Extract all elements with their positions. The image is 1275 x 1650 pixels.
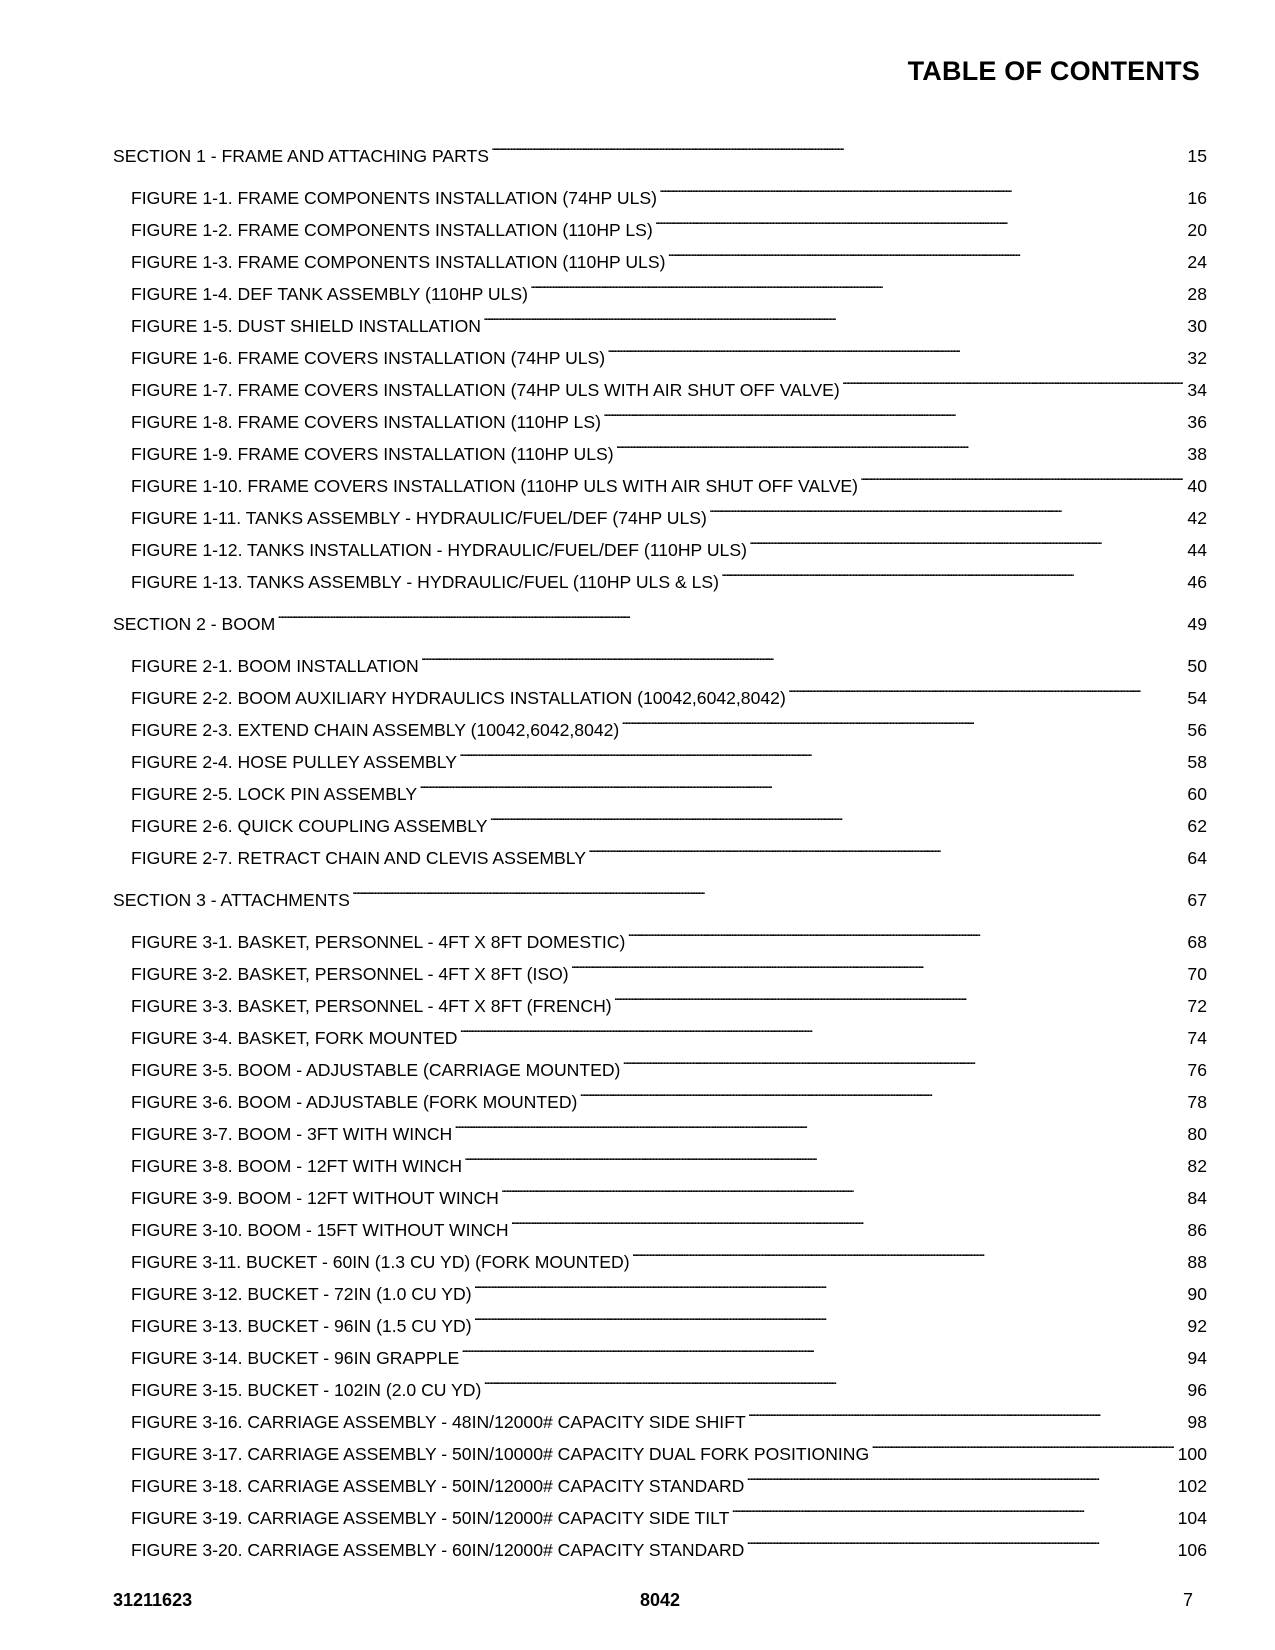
dot-leader (871, 1428, 1173, 1460)
dot-leader (655, 204, 1184, 236)
entry-page-number: 56 (1187, 720, 1207, 740)
dot-leader (607, 332, 1183, 364)
entry-page-number: 62 (1187, 816, 1207, 836)
dot-leader (748, 1396, 1184, 1428)
entry-page-number: 20 (1187, 220, 1207, 240)
entry-title: FIGURE 3-13. BUCKET - 96IN (1.5 CU YD) (131, 1316, 472, 1336)
entry-page-number: 46 (1187, 572, 1207, 592)
dot-leader (659, 172, 1183, 204)
entry-page-number: 72 (1187, 996, 1207, 1016)
dot-leader (490, 800, 1184, 832)
entry-title: FIGURE 2-4. HOSE PULLEY ASSEMBLY (131, 752, 457, 772)
entry-title: FIGURE 3-5. BOOM - ADJUSTABLE (CARRIAGE MOUNTED) (131, 1060, 621, 1080)
entry-page-number: 92 (1187, 1316, 1207, 1336)
dot-leader (721, 556, 1183, 588)
dot-leader (461, 1332, 1183, 1364)
entry-page-number: 102 (1177, 1476, 1207, 1496)
dot-leader (603, 396, 1183, 428)
dot-leader (419, 768, 1183, 800)
entry-title: FIGURE 3-1. BASKET, PERSONNEL - 4FT X 8FT DOMESTIC) (131, 932, 626, 952)
entry-page-number: 76 (1187, 1060, 1207, 1080)
entry-title: FIGURE 2-6. QUICK COUPLING ASSEMBLY (131, 816, 488, 836)
dot-leader (474, 1268, 1184, 1300)
entry-title: FIGURE 3-18. CARRIAGE ASSEMBLY - 50IN/12000# CAPACITY STANDARD (131, 1476, 745, 1496)
entry-page-number: 36 (1187, 412, 1207, 432)
entry-page-number: 94 (1187, 1348, 1207, 1368)
entry-title: FIGURE 3-20. CARRIAGE ASSEMBLY - 60IN/12000# CAPACITY STANDARD (131, 1540, 745, 1560)
entry-page-number: 74 (1187, 1028, 1207, 1048)
page-title: TABLE OF CONTENTS (907, 56, 1200, 86)
entry-page-number: 58 (1187, 752, 1207, 772)
entry-title: FIGURE 3-14. BUCKET - 96IN GRAPPLE (131, 1348, 460, 1368)
entry-page-number: 44 (1187, 540, 1207, 560)
entry-title: FIGURE 3-2. BASKET, PERSONNEL - 4FT X 8FT (ISO) (131, 964, 569, 984)
entry-page-number: 24 (1187, 252, 1207, 272)
dot-leader (352, 874, 1184, 906)
dot-leader (622, 1044, 1183, 1076)
entry-title: FIGURE 1-5. DUST SHIELD INSTALLATION (131, 316, 481, 336)
entry-page-number: 70 (1187, 964, 1207, 984)
dot-leader (746, 1524, 1173, 1556)
dot-leader (421, 640, 1184, 672)
page-footer (113, 1590, 1207, 1616)
entry-page-number: 86 (1187, 1220, 1207, 1240)
entry-title: FIGURE 3-7. BOOM - 3FT WITH WINCH (131, 1124, 453, 1144)
entry-page-number: 88 (1187, 1252, 1207, 1272)
entry-page-number: 54 (1187, 688, 1207, 708)
dot-leader (667, 236, 1183, 268)
entry-title: FIGURE 1-10. FRAME COVERS INSTALLATION (110HP ULS WITH AIR SHUT OFF VALVE) (131, 476, 859, 496)
entry-page-number: 50 (1187, 656, 1207, 676)
toc-figure-entry[interactable] (113, 640, 1207, 676)
dot-leader (454, 1108, 1183, 1140)
entry-page-number: 106 (1177, 1540, 1207, 1560)
entry-page-number: 30 (1187, 316, 1207, 336)
entry-page-number: 100 (1177, 1444, 1207, 1464)
entry-title: FIGURE 3-11. BUCKET - 60IN (1.3 CU YD) (FORK MOUNTED) (131, 1252, 630, 1272)
dot-leader (621, 704, 1183, 736)
entry-title: FIGURE 2-3. EXTEND CHAIN ASSEMBLY (10042,6042,8042) (131, 720, 620, 740)
entry-title: FIGURE 3-3. BASKET, PERSONNEL - 4FT X 8FT (FRENCH) (131, 996, 612, 1016)
dot-leader (616, 428, 1184, 460)
dot-leader (483, 300, 1183, 332)
entry-title: FIGURE 3-16. CARRIAGE ASSEMBLY - 48IN/12000# CAPACITY SIDE SHIFT (131, 1412, 746, 1432)
entry-title: FIGURE 1-13. TANKS ASSEMBLY - HYDRAULIC/FUEL (110HP ULS & LS) (131, 572, 719, 592)
dot-leader (483, 1364, 1183, 1396)
dot-leader (511, 1204, 1184, 1236)
entry-page-number: 96 (1187, 1380, 1207, 1400)
entry-page-number: 64 (1187, 848, 1207, 868)
entry-page-number: 49 (1187, 614, 1207, 634)
model-number: 8042 (639, 1590, 681, 1610)
dot-leader (464, 1140, 1183, 1172)
entry-page-number: 60 (1187, 784, 1207, 804)
entry-title: FIGURE 2-7. RETRACT CHAIN AND CLEVIS ASSEMBLY (131, 848, 586, 868)
entry-page-number: 16 (1187, 188, 1207, 208)
dot-leader (731, 1492, 1173, 1524)
dot-leader (530, 268, 1183, 300)
toc-figure-entry[interactable] (113, 916, 1207, 952)
entry-page-number: 42 (1187, 508, 1207, 528)
table-of-contents (113, 130, 1207, 1560)
entry-title: FIGURE 3-9. BOOM - 12FT WITHOUT WINCH (131, 1188, 499, 1208)
entry-title: FIGURE 1-3. FRAME COMPONENTS INSTALLATION (110HP ULS) (131, 252, 666, 272)
dot-leader (460, 1012, 1184, 1044)
dot-leader (614, 980, 1184, 1012)
entry-title: FIGURE 3-10. BOOM - 15FT WITHOUT WINCH (131, 1220, 509, 1240)
entry-title: FIGURE 3-6. BOOM - ADJUSTABLE (FORK MOUNTED) (131, 1092, 578, 1112)
entry-page-number: 98 (1187, 1412, 1207, 1432)
dot-leader (474, 1300, 1184, 1332)
dot-leader (709, 492, 1184, 524)
entry-title: FIGURE 1-8. FRAME COVERS INSTALLATION (110HP LS) (131, 412, 601, 432)
dot-leader (277, 598, 1183, 630)
entry-title: FIGURE 1-7. FRAME COVERS INSTALLATION (74HP ULS WITH AIR SHUT OFF VALVE) (131, 380, 840, 400)
entry-title: FIGURE 3-4. BASKET, FORK MOUNTED (131, 1028, 458, 1048)
dot-leader (588, 832, 1183, 864)
dot-leader (860, 460, 1183, 492)
entry-page-number: 90 (1187, 1284, 1207, 1304)
entry-title: FIGURE 3-19. CARRIAGE ASSEMBLY - 50IN/12000# CAPACITY SIDE TILT (131, 1508, 730, 1528)
toc-section-entry[interactable] (113, 130, 1207, 166)
entry-title: FIGURE 1-12. TANKS INSTALLATION - HYDRAULIC/FUEL/DEF (110HP ULS) (131, 540, 747, 560)
entry-page-number: 68 (1187, 932, 1207, 952)
entry-page-number: 104 (1177, 1508, 1207, 1528)
entry-title: FIGURE 3-17. CARRIAGE ASSEMBLY - 50IN/10000# CAPACITY DUAL FORK POSITIONING (131, 1444, 870, 1464)
dot-leader (746, 1460, 1173, 1492)
dot-leader (491, 130, 1183, 162)
dot-leader (571, 948, 1184, 980)
entry-page-number: 28 (1187, 284, 1207, 304)
entry-page-number: 15 (1187, 146, 1207, 166)
dot-leader (632, 1236, 1184, 1268)
entry-title: FIGURE 2-5. LOCK PIN ASSEMBLY (131, 784, 418, 804)
entry-page-number: 34 (1187, 380, 1207, 400)
entry-page-number: 78 (1187, 1092, 1207, 1112)
toc-section-entry[interactable] (113, 874, 1207, 910)
toc-section-entry[interactable] (113, 598, 1207, 634)
dot-leader (459, 736, 1183, 768)
dot-leader (579, 1076, 1183, 1108)
entry-title: FIGURE 3-15. BUCKET - 102IN (2.0 CU YD) (131, 1380, 482, 1400)
dot-leader (627, 916, 1183, 948)
entry-page-number: 80 (1187, 1124, 1207, 1144)
dot-leader (501, 1172, 1184, 1204)
entry-page-number: 67 (1187, 890, 1207, 910)
entry-title: FIGURE 1-11. TANKS ASSEMBLY - HYDRAULIC/FUEL/DEF (74HP ULS) (131, 508, 707, 528)
document-number: 31211623 (113, 1590, 193, 1610)
toc-figure-entry[interactable] (113, 172, 1207, 208)
entry-page-number: 40 (1187, 476, 1207, 496)
entry-title: SECTION 3 - ATTACHMENTS (113, 890, 350, 910)
entry-title: FIGURE 1-6. FRAME COVERS INSTALLATION (74HP ULS) (131, 348, 606, 368)
entry-title: FIGURE 3-8. BOOM - 12FT WITH WINCH (131, 1156, 463, 1176)
entry-page-number: 84 (1187, 1188, 1207, 1208)
entry-title: FIGURE 1-2. FRAME COMPONENTS INSTALLATION (110HP LS) (131, 220, 653, 240)
dot-leader (788, 672, 1184, 704)
entry-title: SECTION 2 - BOOM (113, 614, 276, 634)
entry-page-number: 82 (1187, 1156, 1207, 1176)
entry-page-number: 32 (1187, 348, 1207, 368)
dot-leader (749, 524, 1183, 556)
dot-leader (842, 364, 1184, 396)
entry-title: FIGURE 3-12. BUCKET - 72IN (1.0 CU YD) (131, 1284, 472, 1304)
entry-title: FIGURE 2-1. BOOM INSTALLATION (131, 656, 419, 676)
entry-title: SECTION 1 - FRAME AND ATTACHING PARTS (113, 146, 490, 166)
entry-page-number: 38 (1187, 444, 1207, 464)
entry-title: FIGURE 1-1. FRAME COMPONENTS INSTALLATION (74HP ULS) (131, 188, 657, 208)
page-number: 7 (1182, 1590, 1193, 1610)
entry-title: FIGURE 1-9. FRAME COVERS INSTALLATION (110HP ULS) (131, 444, 614, 464)
entry-title: FIGURE 1-4. DEF TANK ASSEMBLY (110HP ULS) (131, 284, 528, 304)
entry-title: FIGURE 2-2. BOOM AUXILIARY HYDRAULICS INSTALLATION (10042,6042,8042) (131, 688, 786, 708)
